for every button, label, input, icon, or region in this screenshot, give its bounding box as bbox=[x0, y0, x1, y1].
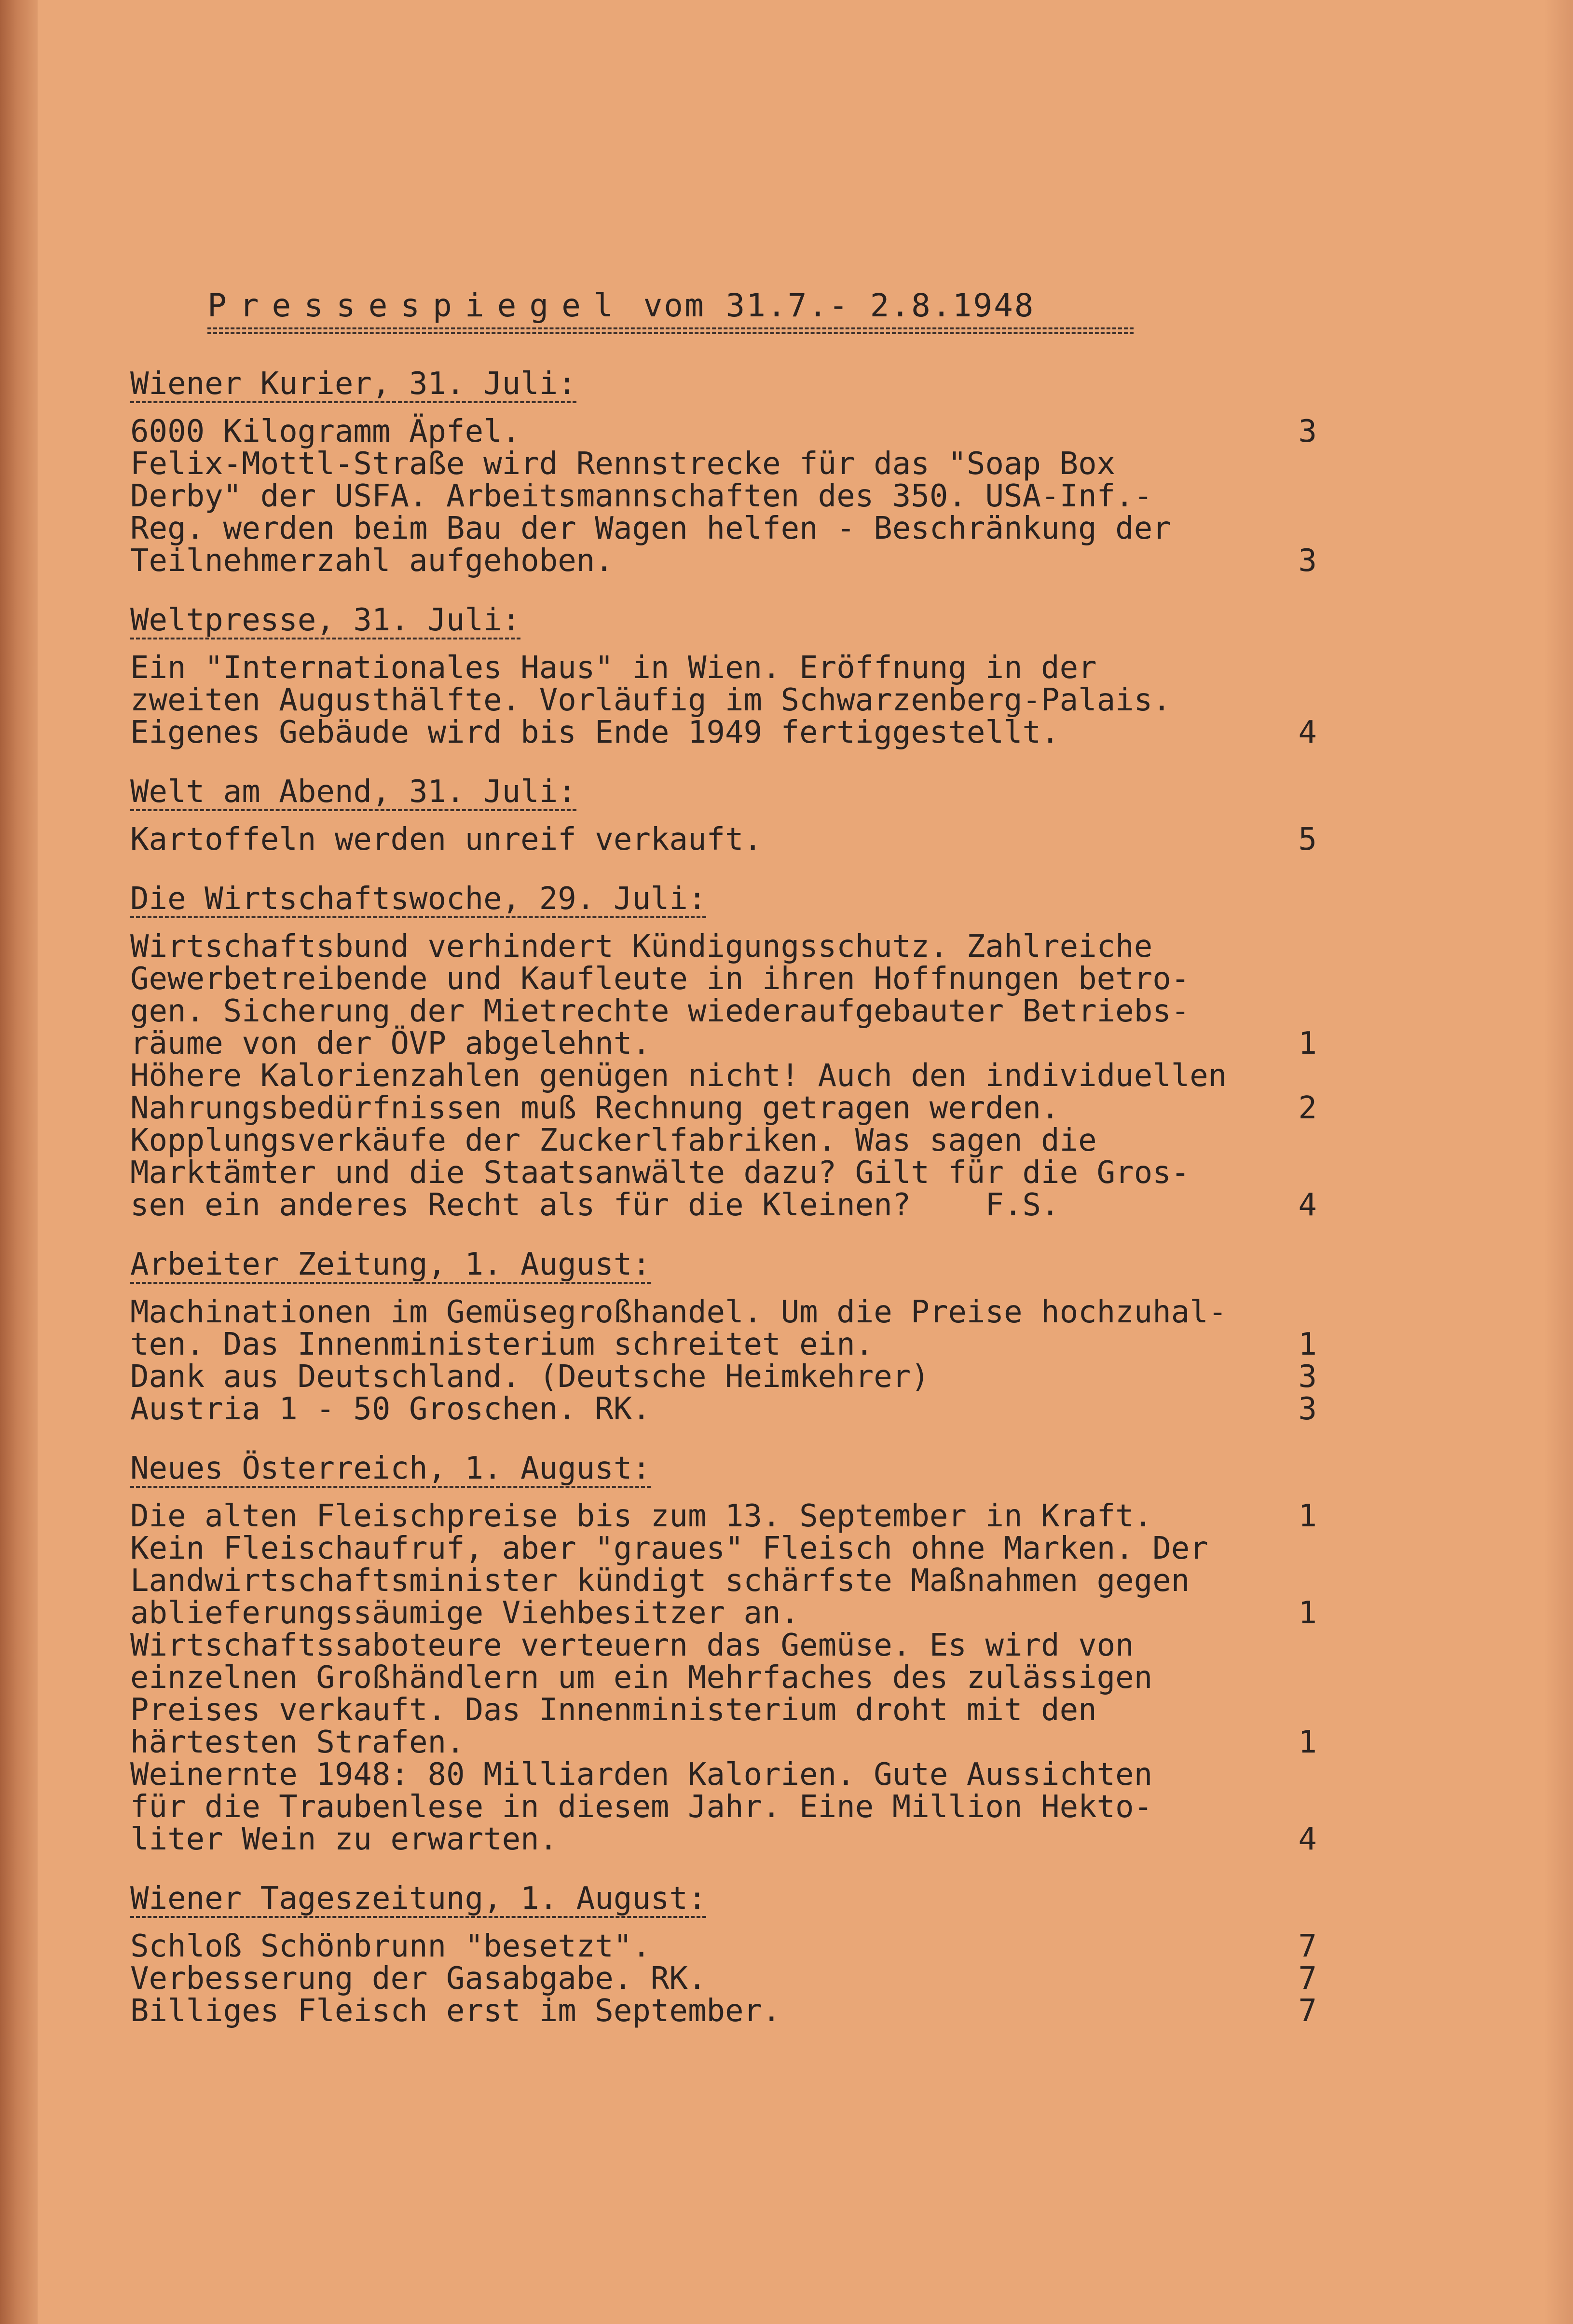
entry-line: räume von der ÖVP abgelehnt. bbox=[130, 1026, 651, 1061]
press-entry bbox=[130, 1060, 1317, 1125]
press-section bbox=[130, 368, 1317, 577]
page-number: 1 bbox=[1298, 1327, 1317, 1362]
page-number: 1 bbox=[1298, 1725, 1317, 1760]
entry-line: härtesten Strafen. bbox=[130, 1725, 465, 1760]
entry-text bbox=[130, 1125, 1273, 1222]
title-block bbox=[207, 289, 1317, 334]
page-edge bbox=[1544, 0, 1573, 2324]
press-entry bbox=[130, 931, 1317, 1060]
entry-line: Machinationen im Gemüsegroßhandel. Um die Preise hochzuhal- bbox=[130, 1294, 1227, 1330]
entry-text bbox=[130, 1361, 1273, 1393]
page-number: 3 bbox=[1298, 414, 1317, 449]
entry-text bbox=[130, 931, 1273, 1060]
press-entry bbox=[130, 1963, 1317, 1995]
press-entry bbox=[130, 824, 1317, 856]
entry-line: Reg. werden beim Bau der Wagen helfen - Beschränkung der bbox=[130, 511, 1171, 546]
press-entry bbox=[130, 1533, 1317, 1630]
entry-text bbox=[130, 448, 1273, 577]
entry-text bbox=[130, 824, 1273, 856]
entry-line: sen ein anderes Recht als für die Kleinen? F.S. bbox=[130, 1187, 1060, 1223]
page-number: 3 bbox=[1298, 543, 1317, 579]
entry-line: ten. Das Innenministerium schreitet ein. bbox=[130, 1327, 874, 1362]
entry-line: Billiges Fleisch erst im September. bbox=[130, 1993, 781, 2029]
title-label: Pressespiegel bbox=[207, 287, 626, 324]
entry-line: Nahrungsbedürfnissen muß Rechnung getragen werden. bbox=[130, 1090, 1060, 1126]
entry-line: Gewerbetreibende und Kaufleute in ihren Hoffnungen betro- bbox=[130, 961, 1190, 997]
entry-line: 6000 Kilogramm Äpfel. bbox=[130, 414, 521, 449]
entry-line: Ein "Internationales Haus" in Wien. Eröffnung in der bbox=[130, 650, 1097, 686]
entry-text bbox=[130, 1393, 1273, 1426]
entry-line: Derby" der USFA. Arbeitsmannschaften des 350. USA-Inf.- bbox=[130, 478, 1153, 514]
press-entry bbox=[130, 416, 1317, 448]
page-number: 7 bbox=[1298, 1961, 1317, 1997]
entry-line: Kartoffeln werden unreif verkauft. bbox=[130, 822, 763, 857]
entry-line: Wirtschaftsbund verhindert Kündigungsschutz. Zahlreiche bbox=[130, 929, 1153, 965]
entry-text bbox=[130, 1995, 1273, 2027]
page-title bbox=[207, 289, 1317, 322]
entry-text bbox=[130, 1630, 1273, 1759]
page-number: 4 bbox=[1298, 715, 1317, 750]
document-body bbox=[130, 289, 1317, 2054]
entry-line: Marktämter und die Staatsanwälte dazu? Gilt für die Gros- bbox=[130, 1155, 1190, 1191]
press-entry bbox=[130, 1630, 1317, 1759]
entry-line: Höhere Kalorienzahlen genügen nicht! Auch den individuellen bbox=[130, 1058, 1227, 1094]
entry-line: Wirtschaftssaboteure verteuern das Gemüse. Es wird von bbox=[130, 1628, 1134, 1663]
press-entry bbox=[130, 1500, 1317, 1533]
page-number: 4 bbox=[1298, 1821, 1317, 1857]
entry-text bbox=[130, 1060, 1273, 1125]
entry-line: Schloß Schönbrunn "besetzt". bbox=[130, 1929, 651, 1964]
page-number: 3 bbox=[1298, 1391, 1317, 1427]
page-number: 4 bbox=[1298, 1187, 1317, 1223]
entry-line: Kein Fleischaufruf, aber "graues" Fleisch ohne Marken. Der bbox=[130, 1531, 1208, 1566]
page-number: 5 bbox=[1298, 822, 1317, 857]
entry-line: Verbesserung der Gasabgabe. RK. bbox=[130, 1961, 707, 1997]
binding-edge bbox=[0, 0, 38, 2324]
entry-line: gen. Sicherung der Mietrechte wiederaufgebauter Betriebs- bbox=[130, 993, 1190, 1029]
press-section bbox=[130, 883, 1317, 1222]
page-number: 1 bbox=[1298, 1595, 1317, 1631]
press-entry bbox=[130, 1995, 1317, 2027]
title-double-underline bbox=[207, 327, 1134, 334]
press-sections bbox=[130, 368, 1317, 2027]
press-section bbox=[130, 776, 1317, 856]
page-number: 3 bbox=[1298, 1359, 1317, 1395]
entry-line: Kopplungsverkäufe der Zuckerlfabriken. Was sagen die bbox=[130, 1123, 1097, 1158]
press-entry bbox=[130, 1759, 1317, 1856]
press-entry bbox=[130, 1393, 1317, 1426]
press-section bbox=[130, 1883, 1317, 2027]
section-source-heading: Weltpresse, 31. Juli: bbox=[130, 604, 520, 639]
entry-text bbox=[130, 1930, 1273, 1963]
entry-line: Teilnehmerzahl aufgehoben. bbox=[130, 543, 614, 579]
press-section bbox=[130, 1249, 1317, 1426]
entry-line: Preises verkauft. Das Innenministerium droht mit den bbox=[130, 1692, 1097, 1728]
entry-line: Eigenes Gebäude wird bis Ende 1949 fertiggestellt. bbox=[130, 715, 1060, 750]
entry-text bbox=[130, 1963, 1273, 1995]
press-entry bbox=[130, 1930, 1317, 1963]
section-source-heading: Neues Österreich, 1. August: bbox=[130, 1453, 651, 1488]
press-entry bbox=[130, 652, 1317, 749]
page-number: 1 bbox=[1298, 1498, 1317, 1534]
section-source-heading: Welt am Abend, 31. Juli: bbox=[130, 776, 576, 811]
entry-text bbox=[130, 1500, 1273, 1533]
entry-text bbox=[130, 652, 1273, 749]
entry-text bbox=[130, 1759, 1273, 1856]
press-section bbox=[130, 1453, 1317, 1856]
section-source-heading: Wiener Tageszeitung, 1. August: bbox=[130, 1883, 706, 1918]
entry-line: Dank aus Deutschland. (Deutsche Heimkehrer) bbox=[130, 1359, 930, 1395]
entry-text bbox=[130, 1533, 1273, 1630]
title-date-range: vom 31.7.- 2.8.1948 bbox=[643, 287, 1035, 324]
entry-line: liter Wein zu erwarten. bbox=[130, 1821, 558, 1857]
entry-line: einzelnen Großhändlern um ein Mehrfaches des zulässigen bbox=[130, 1660, 1153, 1696]
press-entry bbox=[130, 1125, 1317, 1222]
entry-text bbox=[130, 1296, 1273, 1361]
section-source-heading: Arbeiter Zeitung, 1. August: bbox=[130, 1249, 651, 1284]
entry-line: Felix-Mottl-Straße wird Rennstrecke für das "Soap Box bbox=[130, 446, 1116, 482]
entry-line: Die alten Fleischpreise bis zum 13. September in Kraft. bbox=[130, 1498, 1153, 1534]
entry-line: zweiten Augusthälfte. Vorläufig im Schwarzenberg-Palais. bbox=[130, 682, 1171, 718]
press-section bbox=[130, 604, 1317, 749]
section-source-heading: Die Wirtschaftswoche, 29. Juli: bbox=[130, 883, 706, 918]
entry-line: Weinernte 1948: 80 Milliarden Kalorien. Gute Aussichten bbox=[130, 1757, 1153, 1793]
press-entry bbox=[130, 448, 1317, 577]
page-number: 7 bbox=[1298, 1929, 1317, 1964]
entry-line: für die Traubenlese in diesem Jahr. Eine Million Hekto- bbox=[130, 1789, 1153, 1825]
entry-line: ablieferungssäumige Viehbesitzer an. bbox=[130, 1595, 800, 1631]
section-source-heading: Wiener Kurier, 31. Juli: bbox=[130, 368, 576, 403]
entry-line: Austria 1 - 50 Groschen. RK. bbox=[130, 1391, 651, 1427]
press-entry bbox=[130, 1296, 1317, 1361]
entry-line: Landwirtschaftsminister kündigt schärfste Maßnahmen gegen bbox=[130, 1563, 1190, 1599]
page-number: 2 bbox=[1298, 1090, 1317, 1126]
page-number: 7 bbox=[1298, 1993, 1317, 2029]
page-number: 1 bbox=[1298, 1026, 1317, 1061]
entry-text bbox=[130, 416, 1273, 448]
press-entry bbox=[130, 1361, 1317, 1393]
